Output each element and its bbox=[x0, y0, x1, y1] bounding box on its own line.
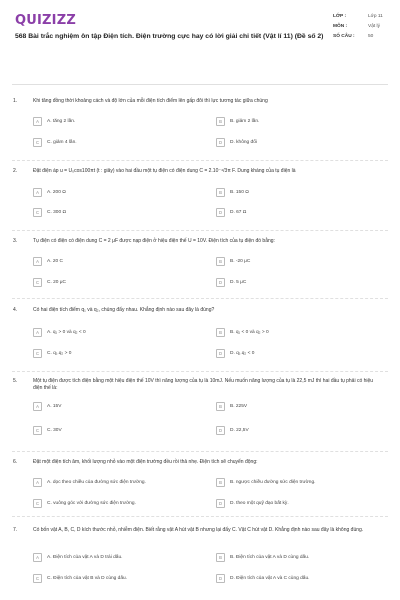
option-c[interactable] bbox=[33, 426, 62, 435]
option-a[interactable] bbox=[33, 553, 122, 562]
option-text: A. 20 C bbox=[47, 259, 63, 264]
option-a[interactable] bbox=[33, 478, 146, 487]
question-text: Một tụ điện được tích điện bằng một hiệu điện thế 10V thì năng lượng của tụ là 10mJ. Nếu muốn năng lượng của tụ là 22,5 mJ thì hai đầu tụ phải có hiệu điện thế là: bbox=[33, 378, 374, 391]
question-divider bbox=[12, 160, 388, 161]
option-text: B. Điện tích của vật A và D cùng dấu. bbox=[230, 555, 310, 560]
option-text: C. giảm 4 lần. bbox=[47, 140, 77, 145]
option-letter-box: D bbox=[216, 349, 225, 358]
option-text: D. 5 μC bbox=[230, 280, 247, 285]
question-divider bbox=[12, 371, 388, 372]
option-text: D. 67 Ω bbox=[230, 210, 247, 215]
option-a[interactable] bbox=[33, 117, 75, 126]
meta-class-row bbox=[333, 14, 388, 20]
question-text: Có bốn vật A, B, C, D kích thước nhỏ, nhiễm điện. Biết rằng vật A hút vật B nhưng lại đẩy C. Vật C hút vật D. Khẳng định nào sau đây là không đúng. bbox=[33, 527, 364, 533]
option-b[interactable] bbox=[216, 478, 315, 487]
question-text: Tụ điện có điện có điện dung C = 2 μF được nạp điện ở hiệu điện thế U = 10V. Điện tích của tụ điện đó bằng: bbox=[33, 238, 275, 244]
question-number: 1. bbox=[13, 98, 18, 104]
question-divider bbox=[12, 298, 388, 299]
option-c[interactable] bbox=[33, 278, 66, 287]
option-d[interactable] bbox=[216, 278, 246, 287]
option-letter-box: A bbox=[33, 478, 42, 487]
option-text: C. 30V bbox=[47, 428, 62, 433]
worksheet-title: 568 Bài trắc nghiệm ôn tập Điện tích. Điện trường cực hay có lời giải chi tiết (Vật lí 11) (Đề số 2) bbox=[15, 33, 324, 40]
option-a[interactable] bbox=[33, 188, 66, 197]
question-divider bbox=[12, 451, 388, 452]
option-b[interactable] bbox=[216, 257, 250, 266]
option-letter-box: C bbox=[33, 138, 42, 147]
option-b[interactable] bbox=[216, 328, 269, 337]
option-c[interactable] bbox=[33, 138, 77, 147]
option-letter-box: A bbox=[33, 188, 42, 197]
option-letter-box: D bbox=[216, 574, 225, 583]
question-number: 5. bbox=[13, 378, 18, 384]
subject-label: MÔN : bbox=[333, 24, 348, 29]
quizizz-logo: QUIZIZZ bbox=[15, 13, 76, 28]
option-text: B. 150 Ω bbox=[230, 190, 249, 195]
option-c[interactable] bbox=[33, 574, 127, 583]
question-text: Đặt điện áp u = U₀cos100πt (t : giây) vào hai đầu một tụ điện có điện dung C = 2.10⁻⁴/3π F. Dung kháng của tụ điện là bbox=[33, 168, 296, 174]
option-b[interactable] bbox=[216, 117, 259, 126]
option-text: A. dọc theo chiều của đường sức điện trường. bbox=[47, 480, 146, 485]
option-a[interactable] bbox=[33, 328, 86, 337]
option-letter-box: B bbox=[216, 328, 225, 337]
option-d[interactable] bbox=[216, 426, 249, 435]
option-text: B. 225V bbox=[230, 404, 248, 409]
option-letter-box: B bbox=[216, 117, 225, 126]
option-letter-box: D bbox=[216, 499, 225, 508]
option-text: A. tăng 2 lần. bbox=[47, 119, 76, 124]
question-number: 7. bbox=[13, 527, 18, 533]
option-letter-box: A bbox=[33, 257, 42, 266]
option-a[interactable] bbox=[33, 257, 63, 266]
question-divider bbox=[12, 516, 388, 517]
question-number: 4. bbox=[13, 307, 18, 313]
option-letter-box: B bbox=[216, 188, 225, 197]
option-text: D. 22,5V bbox=[230, 428, 249, 433]
option-text: B. q₁ < 0 và q₂ > 0 bbox=[230, 330, 269, 335]
option-letter-box: D bbox=[216, 138, 225, 147]
class-value: Lớp 11 bbox=[368, 14, 383, 19]
option-letter-box: C bbox=[33, 574, 42, 583]
option-letter-box: A bbox=[33, 402, 42, 411]
option-letter-box: B bbox=[216, 257, 225, 266]
option-text: D. không đổi bbox=[230, 140, 257, 145]
option-letter-box: B bbox=[216, 553, 225, 562]
option-text: A. Điện tích của vật A và D trái dấu. bbox=[47, 555, 123, 560]
class-label: LỚP : bbox=[333, 14, 347, 19]
option-letter-box: B bbox=[216, 478, 225, 487]
question-divider bbox=[12, 230, 388, 231]
option-letter-box: D bbox=[216, 426, 225, 435]
option-d[interactable] bbox=[216, 349, 254, 358]
option-letter-box: A bbox=[33, 117, 42, 126]
option-b[interactable] bbox=[216, 402, 247, 411]
meta-count-row bbox=[333, 34, 388, 40]
option-letter-box: B bbox=[216, 402, 225, 411]
option-text: C. Điện tích của vật B và D cùng dấu. bbox=[47, 576, 127, 581]
option-text: D. Điện tích của vật A và C cùng dấu. bbox=[230, 576, 310, 581]
option-letter-box: C bbox=[33, 208, 42, 217]
option-text: B. -20 μC bbox=[230, 259, 251, 264]
option-letter-box: D bbox=[216, 278, 225, 287]
option-c[interactable] bbox=[33, 499, 136, 508]
worksheet-header bbox=[0, 0, 400, 84]
header-divider bbox=[12, 84, 388, 85]
question-text: Khi tăng đồng thời khoảng cách và độ lớn của mỗi điện tích điểm lên gấp đôi thì lực tương tác giữa chúng bbox=[33, 98, 268, 104]
option-d[interactable] bbox=[216, 574, 309, 583]
option-text: C. q₁.q₂ > 0 bbox=[47, 351, 72, 356]
subject-value: Vật lý bbox=[368, 24, 380, 29]
option-text: C. 300 Ω bbox=[47, 210, 67, 215]
option-d[interactable] bbox=[216, 208, 246, 217]
option-text: B. giảm 2 lần. bbox=[230, 119, 260, 124]
option-c[interactable] bbox=[33, 349, 71, 358]
option-letter-box: A bbox=[33, 328, 42, 337]
option-letter-box: C bbox=[33, 499, 42, 508]
question-number: 2. bbox=[13, 168, 18, 174]
option-letter-box: C bbox=[33, 278, 42, 287]
option-text: A. 200 Ω bbox=[47, 190, 66, 195]
option-c[interactable] bbox=[33, 208, 66, 217]
option-b[interactable] bbox=[216, 188, 249, 197]
option-text: B. ngược chiều đường sức điện trường. bbox=[230, 480, 316, 485]
question-text: Đặt một điện tích âm, khối lượng nhỏ vào một điện trường đều rồi thả nhẹ. Điện tích sẽ chuyển động: bbox=[33, 459, 258, 465]
option-text: D. theo một quỹ đạo bất kỳ. bbox=[230, 501, 289, 506]
option-letter-box: C bbox=[33, 349, 42, 358]
meta-subject-row bbox=[333, 24, 388, 30]
option-d[interactable] bbox=[216, 499, 289, 508]
option-text: C. 20 μC bbox=[47, 280, 67, 285]
question-number: 6. bbox=[13, 459, 18, 465]
worksheet-meta bbox=[333, 14, 388, 44]
option-text: A. 15V bbox=[47, 404, 62, 409]
option-text: C. vuông góc với đường sức điện trường. bbox=[47, 501, 136, 506]
option-d[interactable] bbox=[216, 138, 257, 147]
option-letter-box: A bbox=[33, 553, 42, 562]
question-count-value: 50 bbox=[368, 34, 374, 39]
question-text: Có hai điện tích điểm q₁ và q₂, chúng đẩy nhau. Khẳng định nào sau đây là đúng? bbox=[33, 307, 215, 313]
option-text: D. q₁.q₂ < 0 bbox=[230, 351, 255, 356]
option-letter-box: C bbox=[33, 426, 42, 435]
option-letter-box: D bbox=[216, 208, 225, 217]
question-number: 3. bbox=[13, 238, 18, 244]
option-a[interactable] bbox=[33, 402, 61, 411]
question-count-label: SỐ CÂU : bbox=[333, 34, 355, 39]
option-b[interactable] bbox=[216, 553, 309, 562]
option-text: A. q₁ > 0 và q₂ < 0 bbox=[47, 330, 86, 335]
